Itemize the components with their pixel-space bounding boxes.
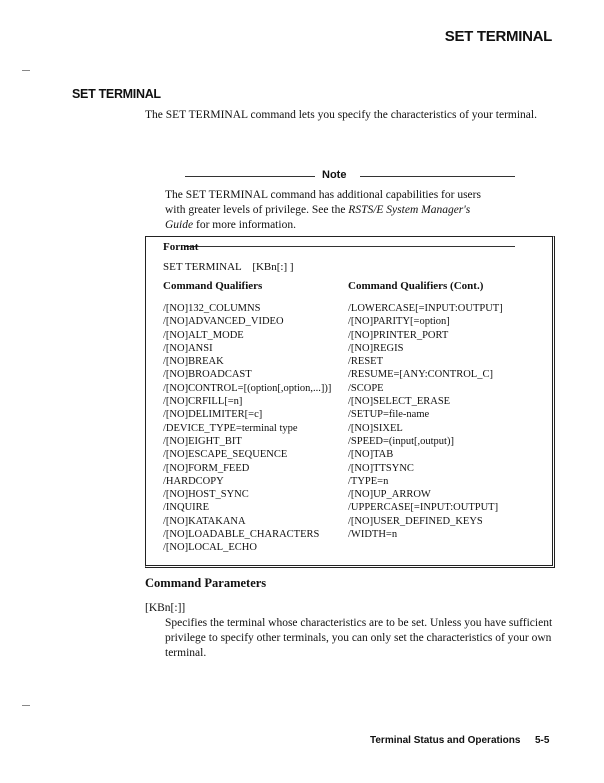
qualifier-item: /[NO]132_COLUMNS [163,303,261,314]
note-rule-left [185,176,315,177]
note-label: Note [322,169,347,181]
margin-mark [22,70,30,71]
qualifier-item: /[NO]KATAKANA [163,515,246,527]
qualifier-item: /TYPE=n [348,475,389,487]
running-header: SET TERMINAL [444,28,552,45]
footer-chapter: Terminal Status and Operations [370,735,521,746]
qualifiers-heading: Command Qualifiers [163,280,263,292]
note-text [165,188,485,233]
qualifier-item: /[NO]UP_ARROW [348,489,431,501]
qualifiers-list [163,302,343,555]
qualifier-item: /[NO]TTSYNC [348,462,414,474]
qualifier-item: /[NO]SIXEL [348,422,403,434]
qualifier-item: /[NO]USER_DEFINED_KEYS [348,515,483,527]
qualifier-item: /[NO]ESCAPE_SEQUENCE [163,449,288,461]
parameters-heading: Command Parameters [145,576,267,590]
qualifier-item: /[NO]LOCAL_ECHO [163,542,257,554]
qualifier-item: /LOWERCASE[=INPUT:OUTPUT] [348,303,503,314]
qualifier-item: /INQUIRE [163,502,210,514]
qualifier-item: /[NO]REGIS [348,342,404,354]
format-heading: Format [163,241,199,253]
qualifier-item: /[NO]CONTROL=[(option[,option,...])] [163,382,332,394]
qualifiers-cont-heading: Command Qualifiers (Cont.) [348,280,484,292]
margin-mark [22,705,30,706]
qualifier-item: /[NO]ALT_MODE [163,329,244,341]
qualifier-item: /RESUME=[ANY:CONTROL_C] [348,369,493,381]
qualifier-item: /[NO]PRINTER_PORT [348,329,449,341]
parameter-name: [KBn[:]] [145,602,186,614]
page-number: 5-5 [535,735,550,746]
format-syntax: SET TERMINAL [KBn[:] ] [163,261,294,273]
note-rule-right [360,176,515,177]
qualifier-item: /HARDCOPY [163,475,224,487]
note-reference: RSTS/E System Manager's Guide [165,204,471,231]
qualifier-item: /[NO]CRFILL[=n] [163,396,243,408]
qualifier-item: /WIDTH=n [348,529,398,541]
qualifier-item: /RESET [348,356,384,368]
parameter-description: Specifies the terminal whose characteristics are to be set. Unless you have sufficient privilege to specify other terminals, you can only set the characteristics of your own terminal. [165,617,553,659]
qualifier-item: /DEVICE_TYPE=terminal type [163,422,298,434]
qualifier-item: /[NO]PARITY[=option] [348,316,450,328]
qualifier-item: /UPPERCASE[=INPUT:OUTPUT] [348,502,499,514]
note-text-part: The SET TERMINAL command has additional capabilities for users with greater levels of privilege. See the [165,189,481,216]
qualifier-item: /SETUP=file-name [348,409,430,421]
qualifier-item: /[NO]ANSI [163,342,213,354]
qualifier-item: /[NO]FORM_FEED [163,462,250,474]
qualifier-item: /[NO]SELECT_ERASE [348,396,451,408]
qualifier-item: /[NO]TAB [348,449,394,461]
qualifier-item: /SPEED=(input[,output)] [348,435,454,447]
qualifier-item: /[NO]DELIMITER[=c] [163,409,263,421]
qualifiers-cont-list [348,302,543,541]
note-text-part: for more information. [193,219,296,231]
intro-paragraph: The SET TERMINAL command lets you specify the characteristics of your terminal. [145,109,537,121]
section-title: SET TERMINAL [72,87,161,101]
qualifier-item: /[NO]BREAK [163,356,224,368]
qualifier-item: /[NO]ADVANCED_VIDEO [163,316,284,328]
qualifier-item: /[NO]LOADABLE_CHARACTERS [163,529,320,541]
qualifier-item: /[NO]HOST_SYNC [163,489,249,501]
qualifier-item: /[NO]BROADCAST [163,369,252,381]
qualifier-item: /[NO]EIGHT_BIT [163,435,242,447]
qualifier-item: /SCOPE [348,382,384,394]
